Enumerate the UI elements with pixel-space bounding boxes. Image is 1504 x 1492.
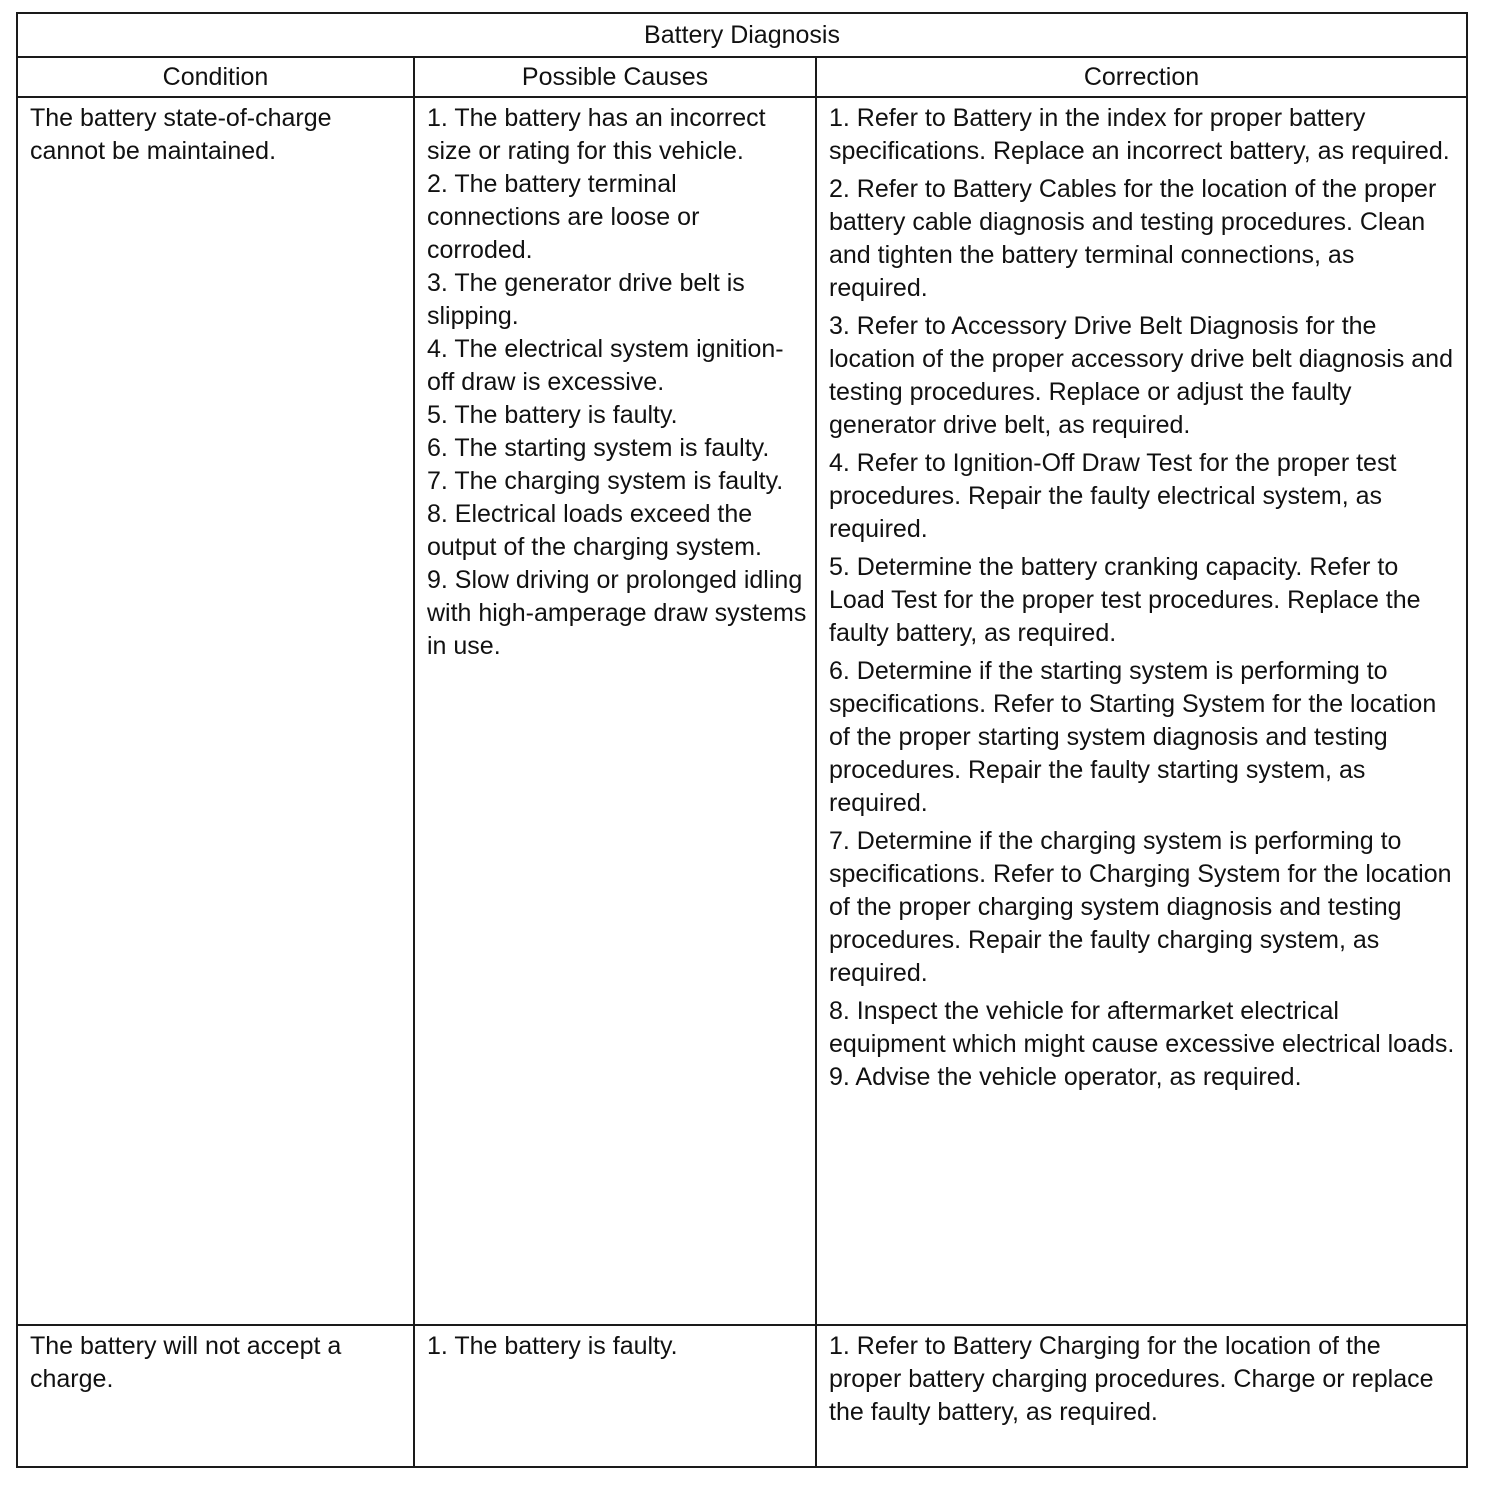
table-row (17, 97, 1467, 1325)
correction-item: 3. Refer to Accessory Drive Belt Diagnosis for the location of the proper accessory drive belt diagnosis and testing procedures. Replace or adjust the faulty generator drive belt, as required. (829, 312, 1453, 439)
causes-cell (414, 1325, 816, 1467)
causes-cell (414, 97, 816, 1325)
cause-item: 5. The battery is faulty. (427, 401, 678, 429)
battery-diagnosis-table (16, 12, 1468, 1468)
condition-cell (17, 1325, 414, 1467)
cause-item: 1. The battery is faulty. (427, 1332, 678, 1360)
title-row (17, 13, 1467, 57)
condition-cell (17, 97, 414, 1325)
correction-item: 8. Inspect the vehicle for aftermarket electrical equipment which might cause excessive electrical loads. (829, 997, 1455, 1058)
correction-item: 7. Determine if the charging system is performing to specifications. Refer to Charging System for the location of the proper charging system diagnosis and testing procedures. Repair the faulty charging system, as required. (829, 827, 1452, 987)
cause-item: 2. The battery terminal connections are loose or corroded. (427, 170, 700, 264)
correction-cell (816, 97, 1467, 1325)
correction-item: 1. Refer to Battery in the index for proper battery specifications. Replace an incorrect battery, as required. (829, 104, 1450, 165)
correction-item: 9. Advise the vehicle operator, as required. (829, 1063, 1302, 1091)
cause-item: 7. The charging system is faulty. (427, 467, 784, 495)
header-row (17, 57, 1467, 97)
cause-item: 1. The battery has an incorrect size or rating for this vehicle. (427, 104, 766, 165)
header-possible-causes: Possible Causes (414, 57, 816, 97)
condition-text: The battery state-of-charge cannot be maintained. (30, 104, 332, 165)
cause-item: 3. The generator drive belt is slipping. (427, 269, 745, 330)
cause-item: 9. Slow driving or prolonged idling with high-amperage draw systems in use. (427, 566, 807, 660)
cause-item: 8. Electrical loads exceed the output of the charging system. (427, 500, 762, 561)
header-condition: Condition (17, 57, 414, 97)
correction-item: 5. Determine the battery cranking capacity. Refer to Load Test for the proper test procedures. Replace the faulty battery, as required. (829, 553, 1421, 647)
correction-item: 4. Refer to Ignition-Off Draw Test for the proper test procedures. Repair the faulty electrical system, as required. (829, 449, 1397, 543)
correction-item: 6. Determine if the starting system is performing to specifications. Refer to Starting System for the location of the proper starting system diagnosis and testing procedures. Repair the faulty starting system, as required. (829, 657, 1437, 817)
correction-cell (816, 1325, 1467, 1467)
cause-item: 6. The starting system is faulty. (427, 434, 770, 462)
correction-item: 1. Refer to Battery Charging for the location of the proper battery charging procedures. Charge or replace the faulty battery, as required. (829, 1332, 1434, 1426)
condition-text: The battery will not accept a charge. (30, 1332, 342, 1393)
cause-item: 4. The electrical system ignition-off draw is excessive. (427, 335, 784, 396)
table-title: Battery Diagnosis (17, 13, 1467, 57)
correction-item: 2. Refer to Battery Cables for the location of the proper battery cable diagnosis and testing procedures. Clean and tighten the battery terminal connections, as required. (829, 175, 1437, 302)
header-correction: Correction (816, 57, 1467, 97)
table-row (17, 1325, 1467, 1467)
